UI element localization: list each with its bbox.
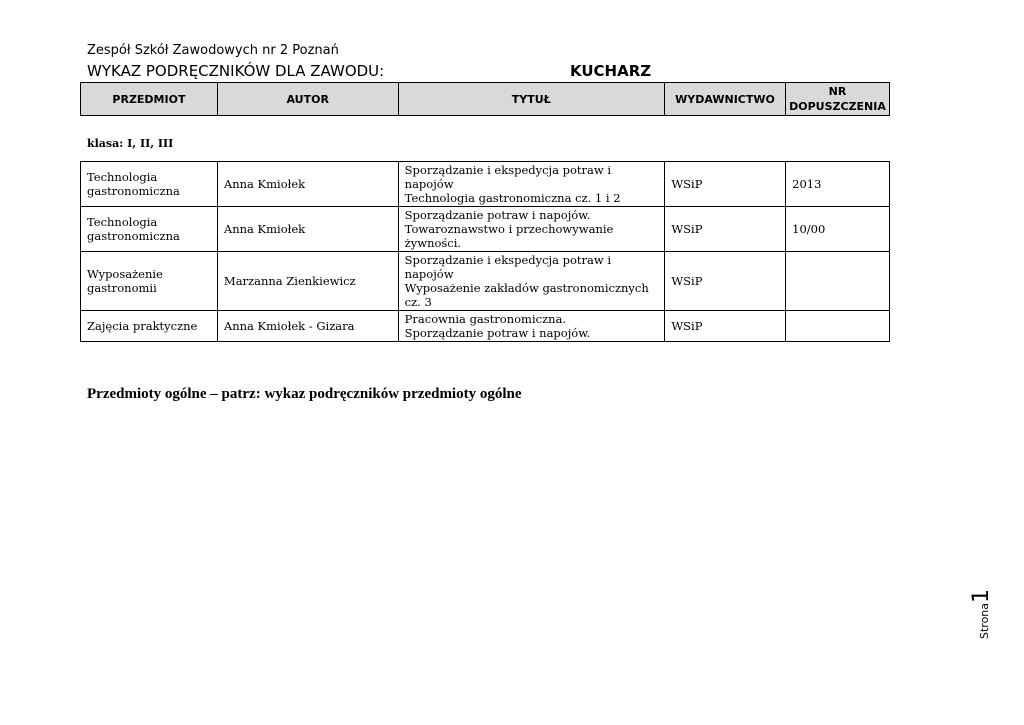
- table-row: [81, 252, 890, 311]
- subject-line: Zajęcia praktyczne: [87, 319, 198, 333]
- title-line: napojów: [404, 267, 454, 281]
- title-cell: [398, 207, 665, 252]
- textbook-table: [80, 161, 890, 342]
- profession-name: KUCHARZ: [570, 62, 652, 80]
- column-header-title: TYTUŁ: [398, 83, 664, 116]
- footer-note: Przedmioty ogólne – patrz: wykaz podręczników przedmioty ogólne: [87, 386, 522, 402]
- title-line: Pracownia gastronomiczna.: [404, 312, 567, 326]
- table-row: [81, 311, 890, 342]
- title-cell: [398, 311, 665, 342]
- title-line: Technologia gastronomiczna cz. 1 i 2: [404, 191, 621, 205]
- table-row: [81, 162, 890, 207]
- publisher-cell: WSiP: [665, 207, 786, 252]
- column-header-approval: [785, 83, 889, 116]
- list-title: WYKAZ PODRĘCZNIKÓW DLA ZAWODU:: [87, 62, 385, 80]
- column-header-approval-line: DOPUSZCZENIA: [789, 100, 886, 113]
- page-marker: [968, 580, 998, 640]
- author-cell: Anna Kmiołek: [217, 207, 398, 252]
- subject-cell: [81, 162, 218, 207]
- subject-line: gastronomiczna: [87, 229, 180, 243]
- column-header-approval-line: NR: [828, 85, 847, 98]
- title-line: Towaroznawstwo i przechowywanie: [404, 222, 614, 236]
- page-number: 1: [969, 588, 994, 603]
- publisher-cell: WSiP: [665, 162, 786, 207]
- author-cell: Anna Kmiołek: [217, 162, 398, 207]
- title-line: cz. 3: [404, 295, 432, 309]
- title-line: żywności.: [404, 236, 462, 250]
- title-cell: [398, 252, 665, 311]
- approval-cell: 2013: [786, 162, 890, 207]
- title-line: Sporządzanie potraw i napojów.: [404, 208, 591, 222]
- author-cell: Marzanna Zienkiewicz: [217, 252, 398, 311]
- table-row: [81, 207, 890, 252]
- subject-line: Technologia: [87, 215, 158, 229]
- publisher-cell: WSiP: [665, 252, 786, 311]
- subject-cell: [81, 207, 218, 252]
- subject-line: gastronomiczna: [87, 184, 180, 198]
- class-label: klasa: I, II, III: [87, 137, 174, 150]
- column-header-publisher: WYDAWNICTWO: [665, 83, 786, 116]
- approval-cell: 10/00: [786, 207, 890, 252]
- title-line: Sporządzanie i ekspedycja potraw i: [404, 163, 612, 177]
- approval-cell: [786, 311, 890, 342]
- title-row: [87, 62, 889, 80]
- subject-line: gastronomii: [87, 281, 157, 295]
- subject-cell: [81, 252, 218, 311]
- title-cell: [398, 162, 665, 207]
- page-label: Strona: [978, 602, 991, 639]
- publisher-cell: WSiP: [665, 311, 786, 342]
- title-line: Sporządzanie potraw i napojów.: [404, 326, 591, 340]
- author-cell: Anna Kmiołek - Gizara: [217, 311, 398, 342]
- approval-cell: [786, 252, 890, 311]
- column-header-table: [80, 82, 890, 116]
- subject-line: Technologia: [87, 170, 158, 184]
- title-line: napojów: [404, 177, 454, 191]
- subject-line: Wyposażenie: [87, 267, 163, 281]
- column-header-author: AUTOR: [217, 83, 398, 116]
- title-line: Sporządzanie i ekspedycja potraw i: [404, 253, 612, 267]
- school-name: Zespół Szkół Zawodowych nr 2 Poznań: [87, 43, 339, 58]
- column-header-subject: PRZEDMIOT: [81, 83, 218, 116]
- subject-cell: [81, 311, 218, 342]
- title-line: Wyposażenie zakładów gastronomicznych: [404, 281, 649, 295]
